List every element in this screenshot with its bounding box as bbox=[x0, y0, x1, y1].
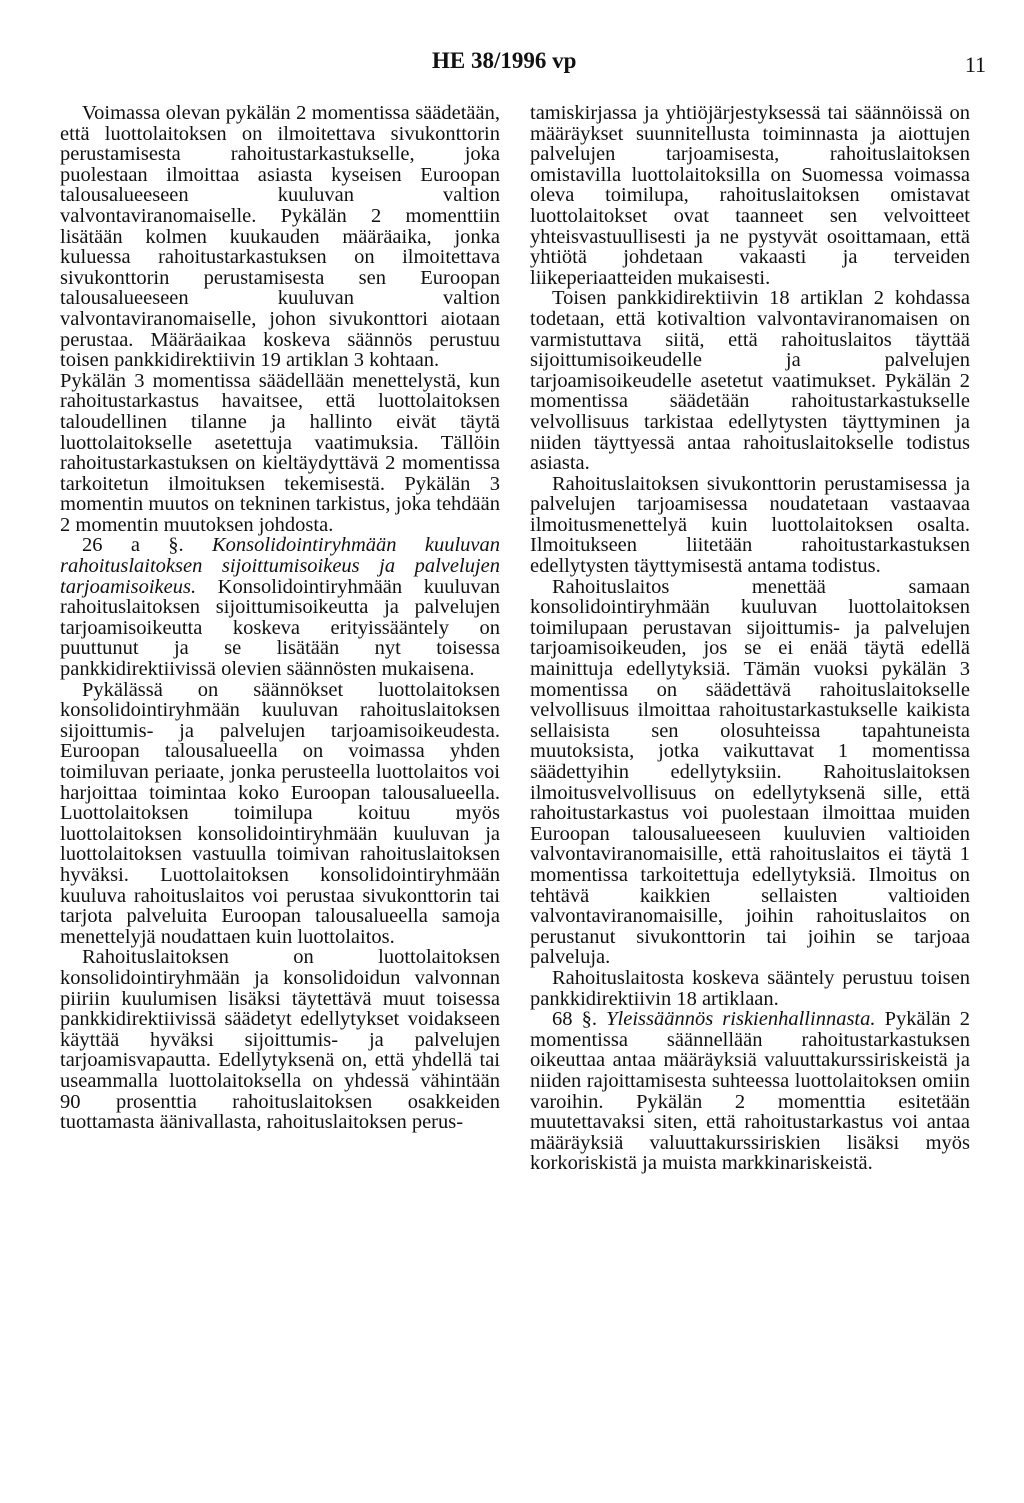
right-column bbox=[530, 103, 970, 1174]
paragraph: Rahoituslaitosta koskeva sääntely perustuu toisen pankkidirektiivin 18 artiklaan. bbox=[530, 966, 970, 1010]
paragraph: Pykälän 3 momentissa säädellään menettelystä, kun rahoitustarkastus havaitsee, että luottolaitoksen taloudellinen tilanne ja hallinto eivät täytä luottolaitokselle asetettuja vaatimuksia. Tällöin rahoitustarkastuksen on kieltäydyttävä 2 momentissa tarkoitetun ilmoituksen tekemisestä. Pykälän 3 momentin muutos on tekninen tarkistus, joka tehdään 2 momentin muutoksen johdosta. bbox=[60, 369, 500, 536]
section-heading: Yleissäännös riskienhallinnasta. bbox=[606, 1008, 876, 1031]
section-number: 68 §. bbox=[552, 1008, 597, 1031]
paragraph: tamiskirjassa ja yhtiöjärjestyksessä tai säännöissä on määräykset suunnitellusta toiminnasta ja aiottujen palvelujen tarjoamisesta, rahoituslaitoksen omistavilla luottolaitoksilla on Suomessa voimassa oleva toimilupa, rahoituslaitoksen omistavat luottolaitokset ovat taanneet sen velvoitteet yhteisvastuullisesti ja ne pystyvät osoittamaan, että yhtiötä johdetaan vakaasti ja terveiden liikeperiaatteiden mukaisesti. bbox=[530, 102, 970, 289]
section-heading: Konsolidointiryhmään kuuluvan rahoituslaitoksen sijoittumisoikeus ja palvelujen tarjoamisoikeus. bbox=[60, 534, 500, 598]
paragraph: Pykälässä on säännökset luottolaitoksen konsolidointiryhmään kuuluvan rahoituslaitoksen sijoittumis- ja palvelujen tarjoamisoikeudesta. Euroopan talousalueella on voimassa yhden toimiluvan periaate, jonka perusteella luottolaitos voi harjoittaa toimintaa koko Euroopan talousalueella. Luottolaitoksen toimilupa koituu myös luottolaitoksen konsolidointiryhmään kuuluvan ja luottolaitoksen vastuulla toimivan rahoituslaitoksen hyväksi. Luottolaitoksen konsolidointiryhmään kuuluva rahoituslaitos voi perustaa sivukonttorin tai tarjota palveluita Euroopan talousalueella samoja menettelyjä noudattaen kuin luottolaitos. bbox=[60, 678, 500, 948]
section-body: Pykälän 2 momentissa säännellään rahoitustarkastuksen oikeuttaa antaa määräyksiä valuuttakurssiriskeistä ja niiden rajoittamisesta suhteessa luottolaitoksen omiin varoihin. Pykälän 2 momenttia esitetään muutettavaksi siten, että rahoitustarkastus voi antaa määräyksiä valuuttakurssiriskien lisäksi myös korkoriskistä ja muista markkinariskeistä. bbox=[530, 1008, 971, 1175]
paragraph: Voimassa olevan pykälän 2 momentissa säädetään, että luottolaitoksen on ilmoitettava sivukonttorin perustamisesta rahoitustarkastukselle, joka puolestaan ilmoittaa asiasta kyseisen Euroopan talousalueeseen kuuluvan valtion valvontaviranomaiselle. Pykälän 2 momenttiin lisätään kolmen kuukauden määräaika, jonka kuluessa rahoitustarkastuksen on ilmoitettava sivukonttorin perustamisesta sen Euroopan talousalueeseen kuuluvan valtion valvontaviranomaiselle, johon sivukonttori aiotaan perustaa. Määräaikaa koskeva säännös perustuu toisen pankkidirektiivin 19 artiklan 3 kohtaan. bbox=[60, 102, 500, 372]
section-number: 26 a §. bbox=[82, 534, 184, 557]
left-column bbox=[60, 103, 500, 1133]
document-id: HE 38/1996 vp bbox=[432, 48, 577, 73]
section-body: Konsolidointiryhmään kuuluvan rahoituslaitoksen sijoittumisoikeutta ja palvelujen tarjoamisoikeutta koskeva erityissääntely on puuttunut ja se lisätään nyt toisessa pankkidirektiivissä olevien säännösten mukaisena. bbox=[60, 575, 500, 681]
paragraph: Rahoituslaitoksen on luottolaitoksen konsolidointiryhmään ja konsolidoidun valvonnan piiriin kuulumisen lisäksi täytettävä muut toisessa pankkidirektiivissä säädetyt edellytykset voidakseen käyttää hyväksi sijoittumis- ja palvelujen tarjoamisvapautta. Edellytyksenä on, että yhdellä tai useammalla luottolaitoksella on yhdessä vähintään 90 prosenttia rahoituslaitoksen osakkeiden tuottamasta äänivallasta, rahoituslaitoksen perus- bbox=[60, 946, 500, 1134]
section-paragraph bbox=[530, 1009, 970, 1174]
section-paragraph bbox=[60, 535, 500, 679]
page-header bbox=[0, 48, 1024, 88]
paragraph: Rahoituslaitoksen sivukonttorin perustamisessa ja palvelujen tarjoamisessa noudatetaan vastaavaa ilmoitusmenettelyä kuin luottolaitoksen osalta. Ilmoitukseen liitetään rahoitustarkastuksen edellytysten täyttymisestä antama todistus. bbox=[530, 472, 970, 578]
paragraph: Toisen pankkidirektiivin 18 artiklan 2 kohdassa todetaan, että kotivaltion valvontaviranomaisen on varmistuttava siitä, että rahoituslaitos täyttää sijoittumisoikeudelle ja palvelujen tarjoamisoikeudelle asetetut vaatimukset. Pykälän 2 momentissa säädetään rahoitustarkastukselle velvollisuus tarkistaa edellytysten täyttyminen ja niiden täyttyessä antaa rahoituslaitokselle todistus asiasta. bbox=[530, 287, 970, 475]
paragraph: Rahoituslaitos menettää samaan konsolidointiryhmään kuuluvan luottolaitoksen toimilupaan perustavan sijoittumis- ja palvelujen tarjoamisoikeuden, jos se ei enää täytä edellä mainittuja edellytyksiä. Tämän vuoksi pykälän 3 momentissa on säädettävä rahoituslaitokselle velvollisuus ilmoittaa rahoitustarkastukselle kaikista sellaisista sen olosuhteissa tapahtuneista muutoksista, jotka vaikuttavat 1 momentissa säädettyihin edellytyksiin. Rahoituslaitoksen ilmoitusvelvollisuus on edellytyksenä sille, että rahoitustarkastus voi puolestaan ilmoittaa muiden Euroopan talousalueeseen kuuluvien valtioiden valvontaviranomaisille, että rahoituslaitos ei täytä 1 momentissa tarkoitettuja edellytyksiä. Ilmoitus on tehtävä kaikkien sellaisten valtioiden valvontaviranomaisille, joihin rahoituslaitos on perustanut sivukonttorin tai joihin se tarjoaa palveluja. bbox=[530, 575, 970, 969]
page-number: 11 bbox=[964, 52, 986, 77]
